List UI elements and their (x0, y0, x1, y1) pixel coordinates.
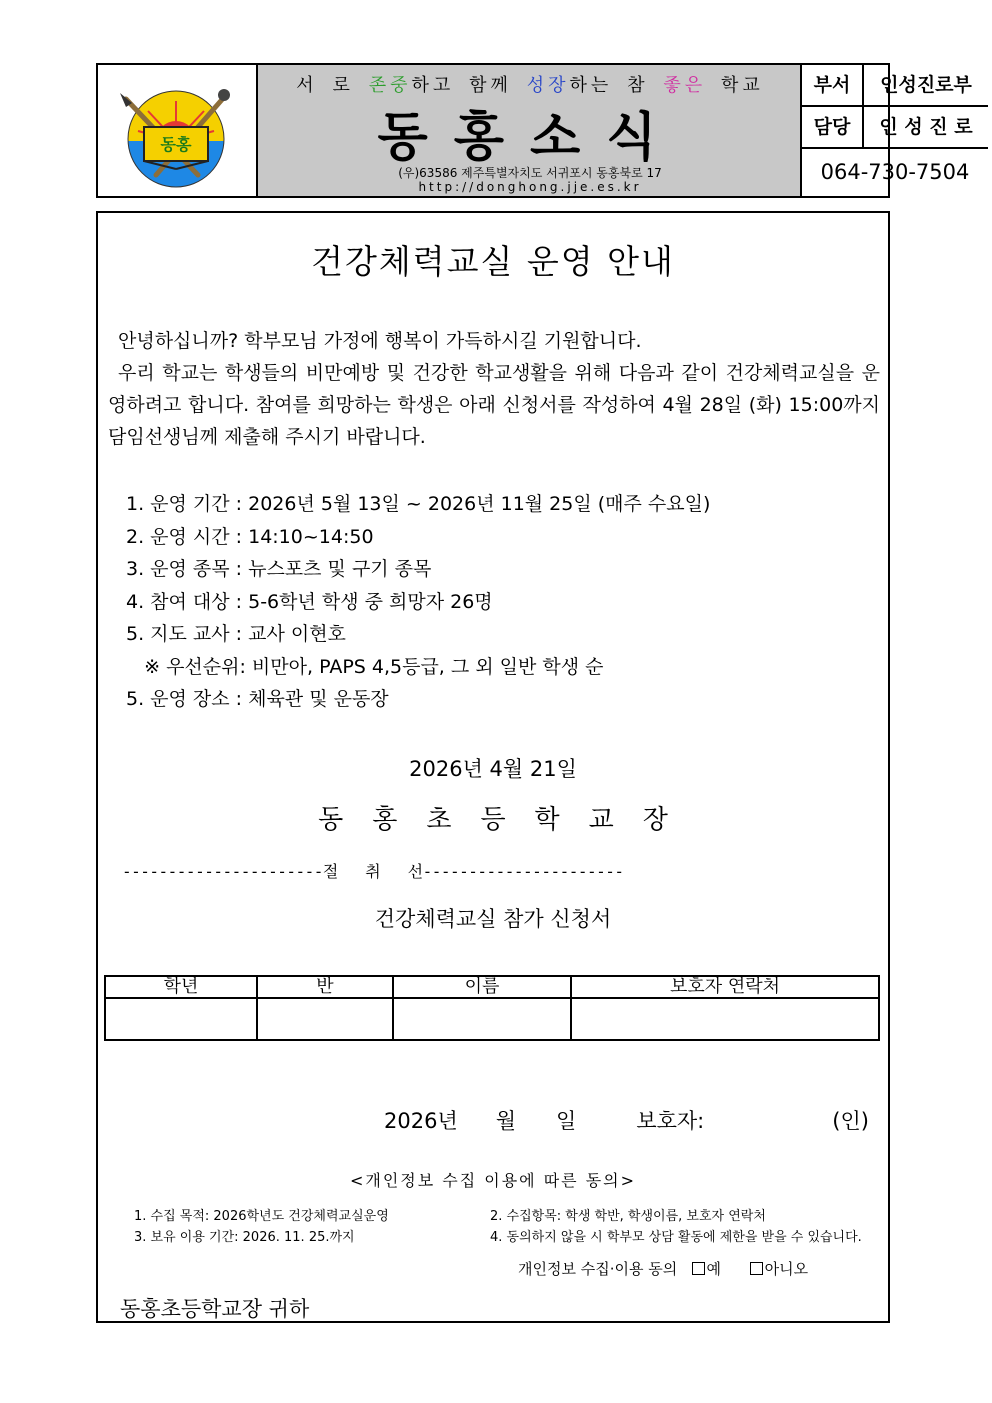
charge-row (802, 107, 988, 149)
principal-signature: 동홍초등학교장 (318, 805, 697, 835)
motto-segment: 학교 (706, 75, 764, 96)
notice-title: 건강체력교실 운영 안내 (311, 242, 675, 281)
grade-input-cell[interactable] (105, 998, 257, 1040)
consent-check-label: 개인정보 수집·이용 동의 (518, 1260, 678, 1278)
footer-recipient: 동홍초등학교장 귀하 (120, 1297, 310, 1321)
motto-segment: 좋 (663, 75, 685, 96)
title-cell (258, 65, 802, 196)
consent-item: 1. 수집 목적: 2026학년도 건강체력교실운영 (134, 1209, 389, 1224)
dept-label: 부서 (802, 65, 864, 105)
notice-items (126, 488, 876, 716)
school-homepage-link[interactable]: http://donghong.jje.es.kr (418, 180, 642, 194)
table-header-row (105, 976, 879, 998)
application-title: 건강체력교실 참가 신청서 (374, 907, 612, 931)
consent-no-label: 아니오 (764, 1260, 809, 1278)
motto-segment: 서 로 (296, 75, 369, 96)
consent-item: 2. 수집항목: 학생 학반, 학생이름, 보호자 연락처 (490, 1209, 766, 1224)
name-input-cell[interactable] (393, 998, 571, 1040)
motto-segment: 성 (526, 75, 549, 96)
motto-segment: 중 (390, 75, 412, 96)
greeting-text: 안녕하십니까? 학부모님 가정에 행복이 가득하시길 기원합니다. (118, 330, 642, 352)
cut-line: ----------------------절 취 선---------------------- (122, 862, 624, 881)
notice-body (96, 211, 890, 1323)
consent-item: 3. 보유 이용 기간: 2026. 11. 25.까지 (134, 1230, 355, 1245)
class-input-cell[interactable] (257, 998, 393, 1040)
newsletter-title: 동홍소식 (377, 107, 683, 168)
consent-title: <개인정보 수집 이용에 따른 동의> (349, 1171, 637, 1190)
notice-date: 2026년 4월 21일 (409, 757, 577, 781)
table-row (105, 998, 879, 1040)
motto-segment: 하고 함께 (411, 75, 527, 96)
consent-checkboxes (518, 1258, 808, 1279)
sign-guardian-label: 보호자: (636, 1109, 705, 1133)
list-item: 4. 참여 대상 : 5-6학년 학생 중 희망자 26명 (126, 590, 493, 613)
school-address: (우)63586 제주특별자치도 서귀포시 동홍북로 17 (398, 166, 662, 180)
logo-text: 동홍 (160, 135, 192, 154)
charge-value: 인 성 진 로 (879, 116, 973, 138)
phone-number: 064-730-7504 (820, 160, 970, 184)
consent-item: 4. 동의하지 않을 시 학부모 상담 활동에 제한을 받을 수 있습니다. (490, 1230, 862, 1245)
col-class: 반 (257, 976, 393, 998)
school-motto (258, 71, 802, 97)
dept-value: 인성진로부 (880, 74, 972, 96)
list-item: 2. 운영 시간 : 14:10~14:50 (126, 525, 374, 548)
consent-no-checkbox[interactable] (750, 1262, 763, 1275)
motto-segment: 존 (368, 75, 391, 96)
list-item: 5. 운영 장소 : 체육관 및 운동장 (126, 688, 389, 710)
sign-month: 월 (495, 1109, 517, 1133)
guardian-contact-input-cell[interactable] (571, 998, 879, 1040)
motto-segment: 장 (548, 75, 570, 96)
motto-segment: 하는 참 (569, 75, 664, 96)
list-item: 5. 지도 교사 : 교사 이현호 (126, 623, 346, 645)
newsletter-header (96, 63, 973, 198)
contact-info (802, 65, 988, 196)
sign-seal: (인) (832, 1109, 869, 1133)
dept-row (802, 65, 988, 107)
school-logo-cell (98, 65, 258, 196)
sign-day: 일 (556, 1109, 577, 1133)
motto-segment: 은 (684, 75, 707, 96)
col-guardian-contact: 보호자 연락처 (571, 976, 879, 998)
charge-label: 담당 (802, 107, 864, 147)
consent-yes-checkbox[interactable] (692, 1262, 705, 1275)
col-grade: 학년 (105, 976, 257, 998)
list-item: 3. 운영 종목 : 뉴스포츠 및 구기 종목 (126, 558, 432, 580)
consent-yes-label: 예 (706, 1260, 722, 1278)
list-item: ※ 우선순위: 비만아, PAPS 4,5등급, 그 외 일반 학생 순 (126, 655, 604, 678)
notice-paragraph: 우리 학교는 학생들의 비만예방 및 건강한 학교생활을 위해 다음과 같이 건강체력교실을 운영하려고 합니다. 참여를 희망하는 학생은 아래 신청서를 작성하여 4월 28일 (화) 15:00까지 담임선생님께 제출해 주시기 바랍니다. (108, 362, 880, 448)
signature-line (384, 1105, 869, 1135)
col-name: 이름 (393, 976, 571, 998)
application-table (104, 975, 880, 1041)
sign-year: 2026년 (384, 1109, 458, 1133)
list-item: 1. 운영 기간 : 2026년 5월 13일 ~ 2026년 11월 25일 (매주 수요일) (126, 493, 711, 515)
school-logo (98, 65, 258, 196)
